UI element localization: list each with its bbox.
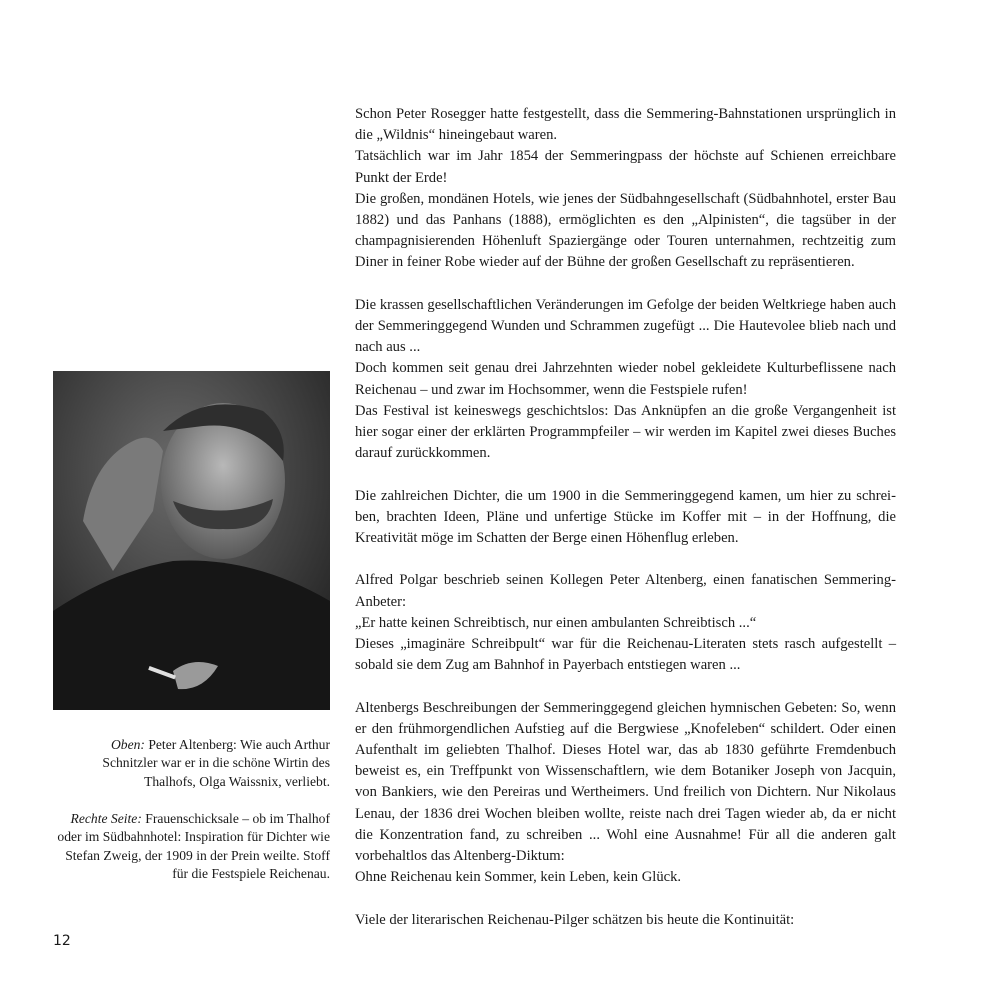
paragraph [355, 104, 896, 274]
text-line: Tatsächlich war im Jahr 1854 der Semmeringpass der höchste auf Schienen erreichbare Punkt der Erde! [355, 148, 896, 186]
caption-text: Frauenschicksale – ob im Thalhof oder im Südbahnhotel: Inspiration für Dichter wie Stefan Zweig, der 1909 in der Prein weilte. Stoff für die Festspiele Reichenau. [57, 810, 330, 881]
caption-label: Rechte Seite: [70, 810, 142, 826]
portrait-image [53, 371, 330, 710]
caption-text: Peter Altenberg: Wie auch Arthur Schnitzler war er in die schöne Wirtin des Thalhofs, Olga Waissnix, verliebt. [102, 737, 330, 789]
text-line: Dieses „imaginäre Schreibpult“ war für die Reichenau-Literaten stets rasch aufgestellt – sobald sie dem Zug am Bahnhof in Payerbach entstiegen waren ... [355, 636, 896, 674]
text-line: Die großen, mondänen Hotels, wie jenes der Südbahngesellschaft (Südbahnhotel, erster Bau 1882) und das Panhans (1888), ermöglichten es den „Alpinisten“, die tagsüber in der champagnisierenden Höhenluft Spaziergänge oder Touren unternahmen, rechtzeitig zum Diner in feiner Robe wieder auf der Bühne der großen Gesellschaft zu repräsentieren. [355, 190, 896, 271]
portrait-photo [53, 371, 330, 710]
text-line: Schon Peter Rosegger hatte festgestellt, dass die Semmering-Bahnstationen ursprünglich in die „Wildnis“ hineingebaut waren. [355, 106, 896, 144]
photo-caption [53, 736, 330, 902]
text-line: Viele der literarischen Reichenau-Pilger schätzen bis heute die Kontinuität: [355, 911, 795, 928]
text-line: Das Festival ist keineswegs geschichtslos: Das Anknüpfen an die große Vergangenheit ist hier sogar einer der erklärten Programmpfeiler – wir werden im Kapitel zwei dieses Buches darauf zurückkommen. [355, 402, 896, 462]
paragraph [355, 570, 896, 676]
main-text-column [355, 104, 896, 952]
caption-label: Oben: [110, 737, 145, 752]
text-line: „Er hatte keinen Schreibtisch, nur einen ambulanten Schreibtisch ...“ [355, 614, 757, 631]
page-number: 12 [53, 933, 71, 949]
paragraph [355, 698, 896, 889]
text-line: Die krassen gesellschaftlichen Veränderungen im Gefolge der beiden Weltkriege haben auch der Semmeringgegend Wunden und Schrammen zugefügt ... Die Hautevolee blieb nach und nach aus ... [355, 296, 896, 356]
text-line: Ohne Reichenau kein Sommer, kein Leben, kein Glück. [355, 869, 682, 886]
text-line: Altenbergs Beschreibungen der Semmeringgegend gleichen hymnischen Gebeten: So, wenn er den frühmorgendlichen Aufstieg auf die Bergwiese „Knofeleben“ schildert. Oder einen Aufenthalt im geliebten Thalhof. Dieses Hotel war, das ab 1830 geführte Fremdenbuch beweist es, ein Treffpunkt von Wissenschaftlern, wie dem Botaniker Joseph von Jacquin, von Bankiers, wie den Pereiras und Wertheimers. Und freilich von Dichtern. Nur Nikolaus Lenau, der 1836 drei Wochen bleiben wollte, reiste nach drei Tagen wieder ab, da er nicht die Konzentration fand, zu schreiben ... Wohl eine Ausnahme! Für all die anderen galt vorbehaltlos das Altenberg-Diktum: [355, 699, 896, 865]
caption-right-page [53, 810, 330, 884]
caption-top [53, 736, 330, 791]
text-line: Doch kommen seit genau drei Jahrzehnten wieder nobel gekleidete Kulturbeflissene nach Reichenau – und zwar im Hochsommer, wenn die Festspiele rufen! [355, 360, 896, 398]
paragraph [355, 486, 896, 550]
text-line: Die zahlreichen Dichter, die um 1900 in die Semmeringgegend kamen, um hier zu schreiben, brachten Ideen, Pläne und unfertige Stücke im Koffer mit – in der Hoffnung, die Kreativität möge im Schatten der Berge einen Höhenflug erleben. [355, 487, 896, 547]
paragraph [355, 910, 896, 931]
paragraph [355, 295, 896, 465]
text-line: Alfred Polgar beschrieb seinen Kollegen Peter Altenberg, einen fanatischen Semmering-Anbeter: [355, 572, 896, 610]
